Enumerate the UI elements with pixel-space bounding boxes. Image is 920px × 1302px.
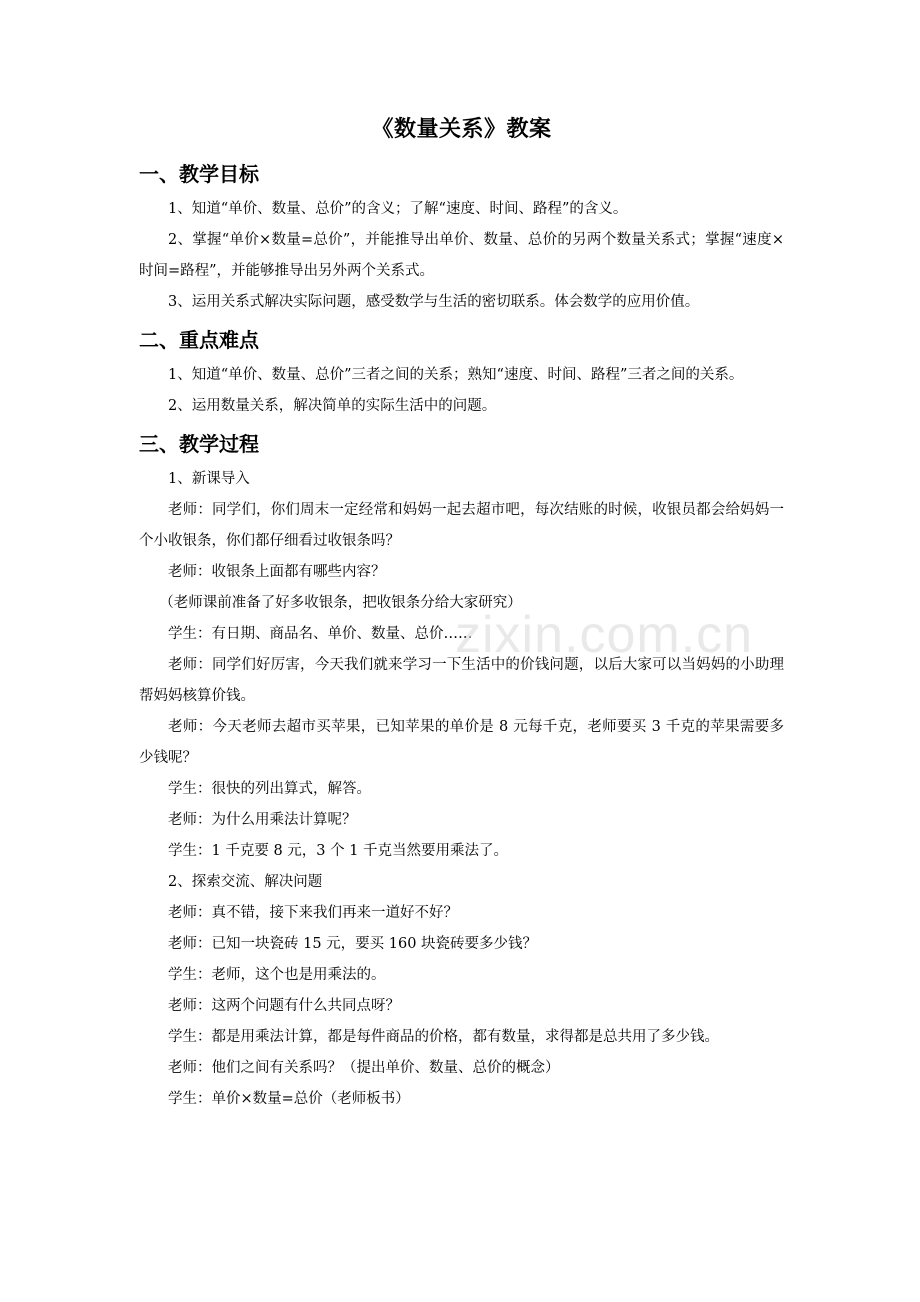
paragraph: 老师：已知一块瓷砖 15 元，要买 160 块瓷砖要多少钱？	[168, 936, 538, 952]
paragraph: 老师：同学们，你们周末一定经常和妈妈一起去超市吧，每次结账的时候，收银员都会给妈妈一个小收银条，你们都仔细看过收银条吗？	[139, 502, 784, 549]
paragraph: 老师：同学们好厉害，今天我们就来学习一下生活中的价钱问题，以后大家可以当妈妈的小助理帮妈妈核算价钱。	[139, 657, 784, 704]
paragraph: 2、运用数量关系，解决简单的实际生活中的问题。	[168, 398, 497, 414]
paragraph: 1、新课导入	[168, 471, 250, 487]
paragraph: 2、探索交流、解决问题	[168, 874, 323, 890]
watermark: zixin.com.cn	[455, 606, 754, 664]
paragraph: 1、知道“单价、数量、总价”的含义；了解“速度、时间、路程”的含义。	[168, 201, 628, 217]
paragraph: （老师课前准备了好多收银条，把收银条分给大家研究）	[159, 595, 522, 611]
paragraph: 学生：单价×数量=总价（老师板书）	[168, 1091, 410, 1107]
document-page	[139, 112, 784, 1115]
paragraph: 学生：有日期、商品名、单价、数量、总价……	[168, 626, 473, 642]
paragraph: 2、掌握“单价×数量=总价”，并能推导出单价、数量、总价的另两个数量关系式；掌握“速度×时间=路程”，并能够推导出另外两个关系式。	[139, 232, 784, 279]
paragraph: 3、运用关系式解决实际问题，感受数学与生活的密切联系。体会数学的应用价值。	[168, 294, 700, 310]
section-heading-process: 三、教学过程	[139, 432, 259, 456]
paragraph: 学生：老师，这个也是用乘法的。	[168, 967, 386, 983]
paragraph: 1、知道“单价、数量、总价”三者之间的关系；熟知“速度、时间、路程”三者之间的关系。	[168, 367, 744, 383]
paragraph: 老师：为什么用乘法计算呢？	[168, 812, 357, 828]
document-title: 《数量关系》教案	[371, 116, 552, 142]
paragraph: 学生：1 千克要 8 元，3 个 1 千克当然要用乘法了。	[168, 843, 509, 859]
section-heading-objectives: 一、教学目标	[139, 162, 259, 186]
paragraph: 学生：很快的列出算式，解答。	[168, 781, 371, 797]
paragraph: 老师：这两个问题有什么共同点呀？	[168, 998, 400, 1014]
section-heading-key-points: 二、重点难点	[139, 328, 259, 352]
paragraph: 学生：都是用乘法计算，都是每件商品的价格，都有数量，求得都是总共用了多少钱。	[168, 1029, 719, 1045]
paragraph: 老师：真不错，接下来我们再来一道好不好？	[168, 905, 458, 921]
paragraph: 老师：他们之间有关系吗？（提出单价、数量、总价的概念）	[168, 1060, 560, 1076]
paragraph: 老师：今天老师去超市买苹果，已知苹果的单价是 8 元每千克，老师要买 3 千克的苹果需要多少钱呢？	[139, 719, 784, 766]
paragraph: 老师：收银条上面都有哪些内容？	[168, 564, 386, 580]
